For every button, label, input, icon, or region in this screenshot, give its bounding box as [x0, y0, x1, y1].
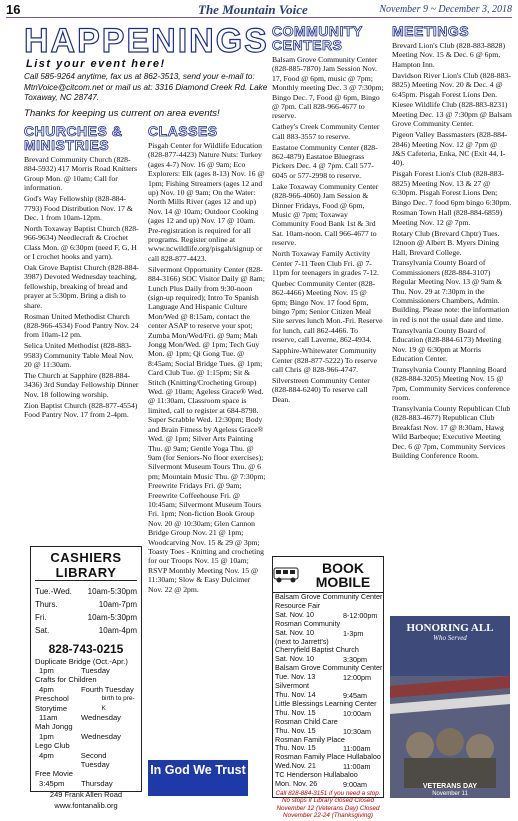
list-item: Brevard Lion's Club (828-883-8828) Meeting Nov. 15 & Dec. 6 @ 6pm, Hampton Inn.	[392, 41, 506, 69]
list-item: The Church at Sapphire (828-884-3436) 3rd Sunday Fellowship Dinner Nov. 18 following worship.	[24, 370, 139, 399]
flag-image	[390, 616, 510, 798]
library-event-row: 4pm Second Tuesday	[39, 750, 110, 770]
list-item: North Toxaway Baptist Church (828-966-9634) Needlecraft & Crochet Class Mon. @ 6:30pm (need F, G, H or I crochet hooks and yarn).	[24, 223, 139, 262]
list-item: Transylvania County Planning Board (828-884-3205) Meeting Nov. 15 @ 7pm, Community Services conference room.	[392, 364, 510, 403]
list-item: Oak Grove Baptist Church (828-884-3987) Devoted Wednesday teaching, fellowship, breaking of bread and prayer at 5:30pm. Bring a dish to share.	[24, 262, 139, 310]
list-item: God's Way Fellowship (828-884-7793) Food Distribution Nov. 17 & Dec. 1 from 10am-12pm.	[24, 194, 133, 222]
library-hours-row: Fri. 10am-5:30pm	[35, 613, 137, 622]
bookmobile-row: Wed.Nov. 21	[275, 761, 316, 771]
happenings-tagline: List your event here!	[26, 58, 166, 70]
bookmobile-time: 1-3pm	[343, 628, 364, 638]
bookmobile-time: 9:45am	[343, 690, 367, 700]
bookmobile-row: Cherryfield Baptist Church	[275, 645, 359, 655]
happenings-intro: Call 585-9264 anytime, fax us at 862-3513, send your e-mail to: MtnVoice@citcom.net or mail us at: 3316 Diamond Creek Rd. Lake Toxaway, NC 28747.	[24, 72, 268, 102]
library-events-title: Duplicate Bridge (Oct.-Apr.)	[35, 657, 128, 666]
list-item: Rotary Club (Brevard Chptr) Tues. 12noon @ Albert B. Myers Dining Hall, Brevard College.	[392, 228, 500, 257]
community-column	[272, 24, 384, 554]
bookmobile-row: Resource Fair	[275, 600, 321, 610]
community-heading: COMMUNITY CENTERS	[272, 23, 363, 53]
list-item: Zion Baptist Church (828-877-4554) Food Pantry Nov. 17 from 2-4pm.	[24, 400, 138, 420]
list-item: Cathey's Creek Community Center Call 883-3557 to reserve.	[272, 122, 380, 141]
list-item: Brevard Community Church (828-884-5932) 417 Morris Road Knitters Group Mon. @ 10am; Call for information.	[24, 155, 138, 193]
bookmobile-schedule	[273, 593, 383, 789]
library-event-row: Crafts for Children	[35, 675, 97, 685]
classes-heading: CLASSES	[148, 123, 218, 139]
happenings-thanks: Thanks for keeping us current on area events!	[24, 108, 220, 119]
bookmobile-row: Rosman Family Place Hullabaloo	[275, 752, 381, 762]
bookmobile-row: (next to Jarrett's)	[275, 636, 329, 646]
issue-dates: November 9 ~ December 3, 2018	[379, 4, 512, 15]
honor-date: November 11	[432, 791, 468, 797]
list-item: Transylvania County Board of Education (828-884-6173) Meeting Nov. 19 @ 6:30pm at Morris Education Center.	[392, 325, 502, 363]
veterans-day-ad	[390, 616, 510, 798]
list-item: Pisgah Forest Lion's Club (828-883-8825) Meeting Nov. 13 & 27 @ 6:30pm. Pisgah Forest Lions Den; Bingo Dec. 7 food 6pm bingo 6:30pm.	[392, 169, 512, 207]
bookmobile-time: 12:00pm	[343, 673, 371, 683]
bookmobile-row: Sat. Nov. 10	[275, 609, 315, 619]
list-item: North Toxaway Family Activity Center 7-11 Teen Club Fri. @ 7-11pm for teenagers in grades 7-12.	[272, 249, 379, 277]
meetings-column	[392, 24, 512, 614]
list-item: Davidson River Lion's Club (828-883-8825) Meeting Nov. 20 & Dec. 4 @ 6:45pm. Pisgah Forest Lions Den.	[392, 70, 511, 99]
list-item: Quebec Community Center (828-862-4466) Meeting Nov. 15 @ 6pm; Bingo Nov. 17 food 6pm, bingo 7pm; Senior Citizen Meal Site serves lunch Mon.-Fri. Reserve for lunch, call 862-4466. To reserve, call Laverne, 862-4934.	[272, 278, 383, 345]
list-item: Kiesee Wildlife Club (828-883-8231) Meeting Dec. 13 @ 7:30pm @ Balsam Grove Community Center.	[392, 100, 512, 129]
list-item: Lake Toxaway Community Center (828-966-4060) Jam Session & Dinner Fridays, Food @ 6pm, Music @ 7pm; Toxaway Community Food Bank 1st & 3rd Sat. 10am-noon. Call 966-4677 to reserve.	[272, 181, 379, 248]
bookmobile-time: 8-12:00pm	[343, 610, 378, 620]
library-hours-row: Tue.-Wed. 10am-5:30pm	[35, 587, 137, 596]
list-item: Transylvania County Republican Club (828-883-4677) Republican Club Breakfast Nov. 17 @ 8:30am, Hawg Wild Barbeque; Executive Meeting Dec. 6 @ 7pm, Community Services Building Conference Room.	[392, 404, 511, 461]
bus-icon	[273, 566, 299, 584]
bookmobile-row-wrap	[273, 780, 383, 789]
library-event-row: Preschool Storytime birth to pre-K	[35, 694, 135, 713]
list-item: Silverstreen Community Center (828-884-6240) To reserve call Dean.	[272, 375, 370, 404]
bookmobile-time: 3:30pm	[343, 655, 367, 665]
bookmobile-time: 10:00am	[343, 708, 371, 718]
page-number: 16	[6, 2, 21, 17]
list-item: Pisgah Center for Wildlife Education (828-877-4423) Nature Nuts: Turkey (ages 4-7) Nov. 16 @ 9am; Eco Explorers: Elk (ages 8-13) Nov. 16 @ 1pm; Fishing Streamers (ages 12 and up) Nov. 10 @ 9am; On the Water: North Mills River (ages 12 and up) Nov. 14 @ 10am; Outdoor Cooking (ages 12 and up) Nov. 17 @ 10am. Pre-registration is required for all programs. Register online at www.ncwildlife.org/pisgah/signup or call 828-877-4423.	[148, 141, 265, 263]
library-box	[30, 546, 142, 811]
list-item: Selica United Methodist (828-883-9583) Community Table Meal Nov. 20 @ 11:30am.	[24, 341, 134, 370]
bookmobile-row: Thu. Nov. 15	[275, 707, 316, 717]
list-item: Transylvania County Board of Commissioners (828-884-3107) Regular Meeting Nov. 13 @ 9am & Thu. Nov. 29 at 7:30pm in the Commissioners Chambers, Admin. Building. Please note: the information in red is not the usual date and time.	[392, 258, 510, 324]
library-event-row: 3:45pm Thursday	[39, 778, 113, 788]
library-event-row: Lego Club	[35, 741, 70, 751]
list-item: Rosman Town Hall (828-884-6859) Meeting Nov. 12 @ 7pm.	[392, 208, 503, 227]
bookmobile-row: Sat. Nov. 10	[275, 654, 315, 664]
library-phone: 828-743-0215	[48, 642, 124, 656]
bookmobile-row: TC Henderson Hullabaloo	[275, 770, 358, 780]
churches-column	[24, 124, 142, 544]
in-god-we-trust-box: In God We Trust	[148, 760, 248, 796]
bookmobile-row: Balsam Grove Community Center	[275, 592, 383, 601]
bookmobile-row: Rosman Child Care	[275, 716, 338, 726]
bookmobile-row: Thu. Nov. 15	[275, 725, 316, 735]
library-hours-row: Sat. 10am-4pm	[35, 626, 137, 635]
bookmobile-box	[272, 556, 384, 820]
library-title: CASHIERS LIBRARY	[35, 550, 137, 581]
bookmobile-row: Little Blessings Learning Center	[275, 698, 377, 708]
meetings-heading: MEETINGS	[392, 23, 470, 39]
classes-column	[148, 124, 266, 758]
library-event-row: 11am Wednesday	[39, 713, 121, 723]
bookmobile-row: Thu. Nov. 15	[275, 743, 316, 753]
bookmobile-row: Silvermont	[275, 681, 309, 691]
honor-subtitle: Who Served	[433, 634, 467, 642]
honor-footer: VETERANS DAY	[422, 783, 478, 790]
bookmobile-time: 9:00am	[343, 780, 367, 790]
list-item: Eastatoe Community Center (828-862-4879) Eastatoe Bluegrass Pickers Dec. 4 @ 7pm. Call 577-6045 or 577-2998 to reserve.	[272, 142, 378, 180]
happenings-title: HAPPENINGS	[24, 22, 269, 60]
bookmobile-row: Tue. Nov. 13	[275, 672, 316, 682]
bookmobile-row: Rosman Family Place	[275, 734, 345, 744]
bookmobile-row: Sat. Nov. 10	[275, 627, 315, 637]
library-event-row: 4pm Fourth Tuesday	[39, 684, 134, 694]
library-web: www.fontanalib.org	[54, 801, 118, 811]
bookmobile-title: BOOK MOBILE	[315, 559, 371, 590]
bookmobile-time: 11:00am	[343, 762, 371, 772]
bookmobile-row: Balsam Grove Community Center	[275, 663, 383, 673]
honor-title: HONORING ALL	[406, 622, 494, 634]
bookmobile-row: Mon. Nov. 26	[275, 779, 318, 789]
bookmobile-footer: Call 828-884-3151 if you need a stop. No stops if Library closed Closed November 12 (Veterans Day) Closed November 22-24 (Thanksgiving)	[275, 789, 381, 820]
bookmobile-time: 11:00am	[343, 744, 371, 754]
library-address: 249 Frank Allen Road	[49, 790, 123, 800]
library-event-row: Mah Jongg	[35, 722, 73, 732]
churches-heading: CHURCHES & MINISTRIES	[24, 123, 123, 153]
list-item: Rosman United Methodist Church (828-966-4534) Food Pantry Nov. 24 from 10am-12 pm.	[24, 311, 139, 340]
list-item: Silvermont Opportunity Center (828-884-3166) SOC Visitor Daily @ 8am; Lunch Plus Daily from 9:30-noon (sign-up required); Intro To Spanish Language And Hispanic Culture Mon/Wed @ 8:15am, contact the center ASAP to reserve your spot; Zumba Mon/Wed/Fri. @ 9am; Mah Jongg Mon/Wed. @ 1pm; Tech Guy Mon. @ 1pm; Qi Gong Tue. @ 8:45am; Social Bridge Tues. @ 1pm; Card Club Tue. @ 1:15pm; Sit & Stitch (Knitting/Crocheting Group) Wed. @ 10am; Ageless Grace® Wed. @ 11:30am, Classroom space is limited, call to register at 684-8798. Super Scrabble Wed. 12:30pm; Body and Brain Fitness by Ageless Grace® Wed. @ 1pm; Silver Arts Painting Thu. @ 9am; Gentle Yoga Thu. @ 9am (for Seniors-No floor exercises); Silvermont Museum Tours Thu. @ 6 pm; Mountain Music Thu. @ 7:30pm; Freewrite Fridays Fri. @ 9am; Freewrite Coffeehouse Fri. @ 10:45am; Silvermont Museum Tours Fri. 1pm; Non-fiction Book Group Nov. 20 @ 10:30am; Glen Cannon Bridge Group Nov. 21 @ 1pm; Woodcarving Nov. 15 & 29 @ 3pm; Toasty Toes - Knitting and crocheting for our Troops Nov. 15 @ 10am; RSVP Monthly Meeting Nov. 15 @ 11:30am; Slow & Easy Dulcimer Nov. 22 @ 2pm.	[148, 264, 266, 594]
library-event-row: Free Movie	[35, 769, 73, 779]
list-item: Sapphire-Whitewater Community Center (828-877-5222) To reserve call Chris @ 828-966-4747.	[272, 346, 377, 374]
library-event-row: 1pm Tuesday	[39, 666, 110, 675]
bookmobile-header	[273, 557, 383, 593]
bookmobile-row: Rosman Community	[275, 618, 341, 628]
list-item: Pigeon Valley Bassmasters (828-884-2846) Meeting Nov. 12 @ 7pm @ J&S Cafeteria, Enka, NC (Exit 44, I-40).	[392, 130, 508, 168]
bookmobile-time: 10:30am	[343, 726, 371, 736]
library-hours-row: Thurs. 10am-7pm	[35, 600, 137, 609]
page-header	[6, 2, 512, 18]
masthead: The Mountain Voice	[198, 2, 308, 17]
bookmobile-row: Thu. Nov. 14	[275, 689, 316, 699]
list-item: Balsam Grove Community Center (828-885-7870) Jam Session Nov. 17, Food @ 6pm, music @ 7pm; Monthly meeting Dec. 3 @ 7:30pm; Bingo Dec. 7, Food @ 6pm, Bingo @ 7pm. Call 828-966-4677 to reserve.	[272, 55, 384, 121]
library-event-row: 1pm Wednesday	[39, 731, 121, 741]
